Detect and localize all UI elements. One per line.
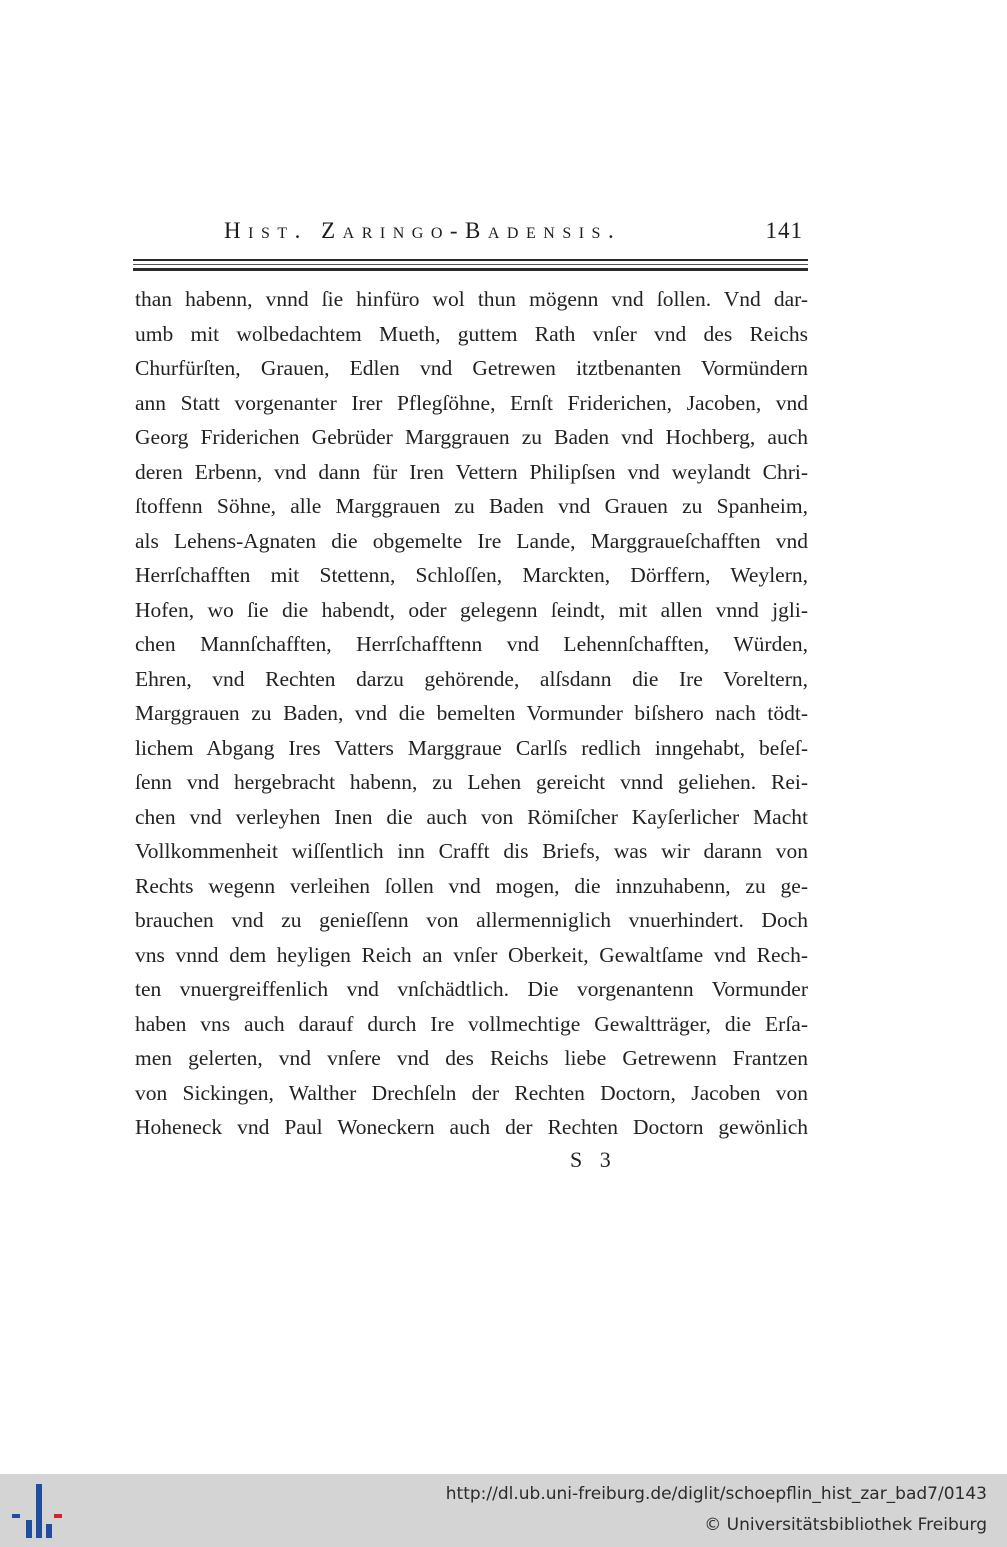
running-head: [224, 218, 809, 248]
text-line: ten vnuergreiffenlich vnd vnſchädtlich. Die vorgenantenn Vormunder: [135, 977, 808, 1001]
text-line: als Lehens-Agnaten die obgemelte Ire Lande, Marggraueſchafften vnd: [135, 528, 808, 553]
footer-copyright: © Universitätsbibliothek Freiburg: [704, 1515, 987, 1535]
text-line: brauchen vnd zu genieſſenn von allermenniglich vnuerhindert. Doch: [135, 908, 808, 932]
text-line: Vollkommenheit wiſſentlich inn Crafft dis Briefs, was wir darann von: [135, 839, 808, 863]
body-text: [135, 282, 808, 1145]
text-line: Georg Friderichen Gebrüder Marggrauen zu Baden vnd Hochberg, auch: [135, 425, 808, 449]
ub-freiburg-logo-icon[interactable]: [12, 1484, 64, 1538]
text-line: ſtoffenn Söhne, alle Marggrauen zu Baden vnd Grauen zu Spanheim,: [135, 494, 808, 518]
text-line: ann Statt vorgenanter Irer Pflegſöhne, Ernſt Friderichen, Jacoben, vnd: [135, 390, 808, 415]
text-line: Rechts wegenn verleihen ſollen vnd mogen, die innzuhabenn, zu ge-: [135, 873, 808, 898]
running-title: Hist. Zaringo-Badensis.: [224, 218, 622, 243]
text-line: ſenn vnd hergebracht habenn, zu Lehen gereicht vnnd geliehen. Rei-: [135, 770, 808, 794]
text-line: chen Mannſchafften, Herrſchafftenn vnd Lehennſchafften, Würden,: [135, 632, 808, 656]
header-rule-top: [133, 259, 808, 261]
text-line: men gelerten, vnd vnſere vnd des Reichs liebe Getrewenn Frantzen: [135, 1046, 808, 1070]
text-line: than habenn, vnnd ſie hinfüro wol thun mögenn vnd ſollen. Vnd dar-: [135, 287, 808, 311]
text-line: Marggrauen zu Baden, vnd die bemelten Vormunder biſshero nach tödt-: [135, 701, 808, 725]
footer-bar: [0, 1474, 1007, 1547]
header-rule-middle: [133, 264, 808, 265]
footer-url-link[interactable]: http://dl.ub.uni-freiburg.de/diglit/schoepflin_hist_zar_bad7/0143: [445, 1484, 987, 1504]
text-line: Hoheneck vnd Paul Woneckern auch der Rechten Doctorn gewönlich: [135, 1115, 808, 1139]
text-line: lichem Abgang Ires Vatters Marggraue Carlſs redlich inngehabt, beſeſ-: [135, 735, 808, 760]
text-line: Hofen, wo ſie die habendt, oder gelegenn ſeindt, mit allen vnnd jgli-: [135, 597, 808, 622]
text-line: vns vnnd dem heyligen Reich an vnſer Oberkeit, Gewaltſame vnd Rech-: [135, 942, 808, 967]
text-line: von Sickingen, Walther Drechſeln der Rechten Doctorn, Jacoben von: [135, 1080, 808, 1105]
text-line: haben vns auch darauf durch Ire vollmechtige Gewaltträger, die Erſa-: [135, 1011, 808, 1036]
text-line: Ehren, vnd Rechten darzu gehörende, alſsdann die Ire Voreltern,: [135, 666, 808, 691]
text-line: chen vnd verleyhen Inen die auch von Römiſcher Kayſerlicher Macht: [135, 804, 808, 829]
header-rule-bottom: [133, 268, 808, 271]
text-line: Churfürſten, Grauen, Edlen vnd Getrewen itztbenanten Vormündern: [135, 356, 808, 380]
page-number: 141: [765, 218, 803, 243]
catchword: S 3: [570, 1147, 617, 1172]
text-line: Herrſchafften mit Stettenn, Schloſſen, Marckten, Dörffern, Weylern,: [135, 563, 808, 587]
text-line: umb mit wolbedachtem Mueth, guttem Rath vnſer vnd des Reichs: [135, 321, 808, 346]
text-line: deren Erbenn, vnd dann für Iren Vettern Philipſsen vnd weylandt Chri-: [135, 459, 808, 484]
